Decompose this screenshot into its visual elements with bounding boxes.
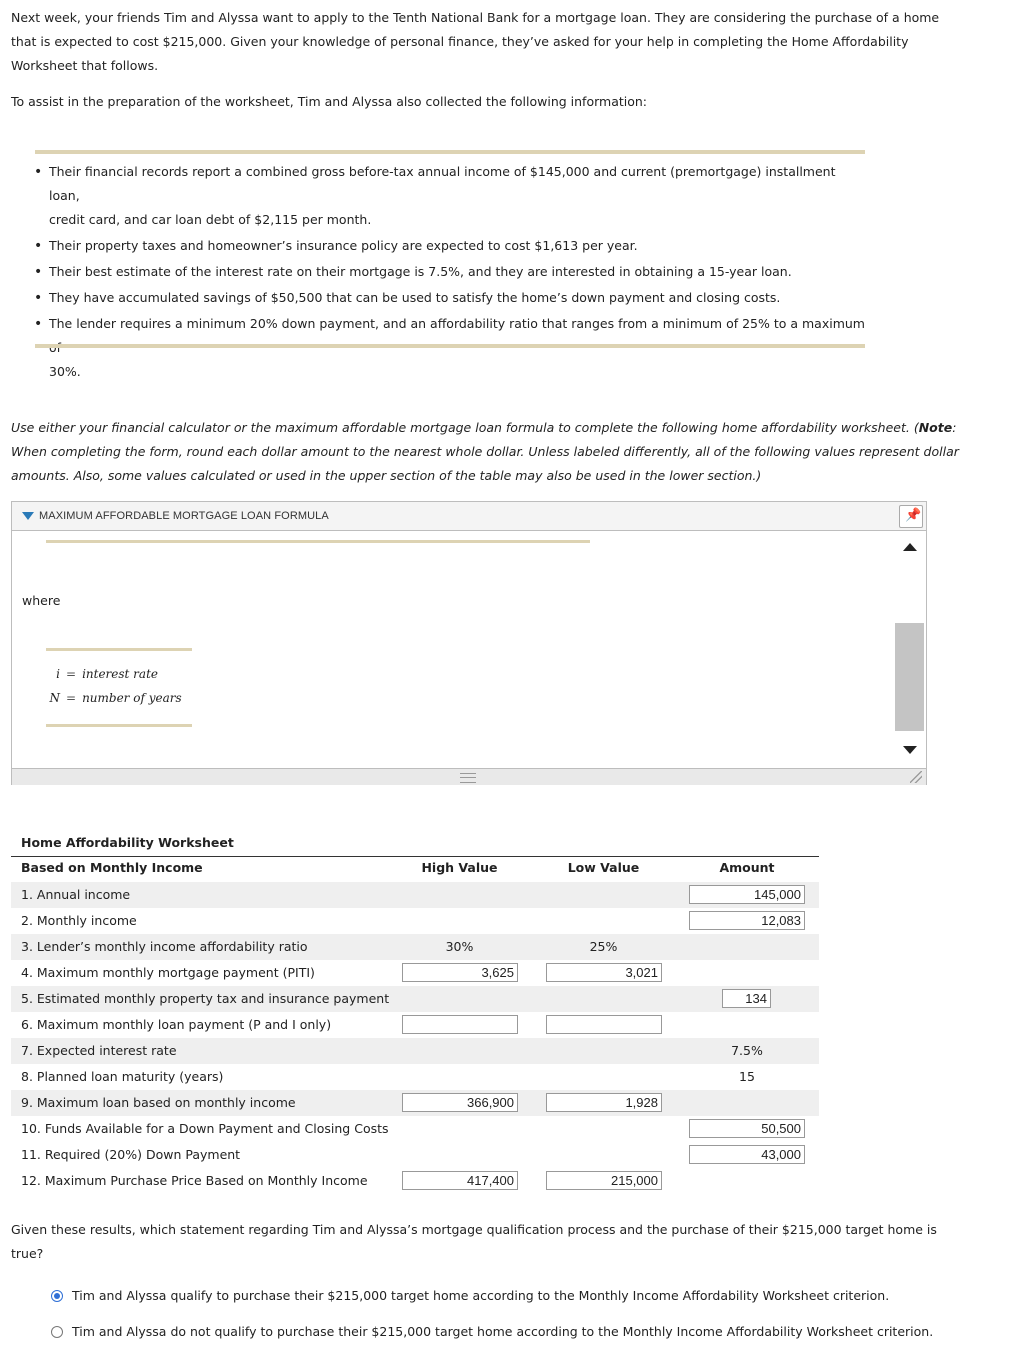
amount-value: 7.5% (731, 1043, 763, 1058)
col-header-high: High Value (421, 860, 498, 875)
info-list (32, 160, 868, 386)
radio-option-not-qualify[interactable] (51, 1326, 63, 1338)
question-text: Given these results, which statement regarding Tim and Alyssa’s mortgage qualification process and the purchase of their $215,000 target home is true? (11, 1222, 937, 1261)
low-value-input[interactable] (546, 1015, 662, 1034)
section-heading: Based on Monthly Income (21, 860, 203, 875)
def-number-of-years: N = number of years (49, 691, 182, 705)
high-value: 30% (445, 939, 474, 954)
option-label[interactable]: Tim and Alyssa qualify to purchase their $215,000 target home according to the Monthly Income Affordability Worksheet criterion. (72, 1288, 890, 1303)
formula-panel-footer (12, 768, 926, 785)
high-value-input[interactable]: 366,900 (402, 1093, 518, 1112)
formula-divider (46, 540, 590, 543)
row-label: 10. Funds Available for a Down Payment and Closing Costs (21, 1121, 389, 1136)
divider (35, 344, 865, 348)
low-value-input[interactable]: 215,000 (546, 1171, 662, 1190)
scroll-up-arrow-icon[interactable] (903, 543, 917, 551)
col-header-amount: Amount (719, 860, 775, 875)
pin-button[interactable] (899, 505, 923, 528)
row-label: 12. Maximum Purchase Price Based on Monthly Income (21, 1173, 368, 1188)
col-header-low: Low Value (567, 860, 640, 875)
scroll-thumb[interactable] (895, 623, 924, 731)
row-label: 2. Monthly income (21, 913, 137, 928)
amount-input[interactable]: 43,000 (689, 1145, 805, 1164)
note-label: Note (918, 420, 953, 435)
table-row (11, 1038, 819, 1064)
low-value-input[interactable]: 3,021 (546, 963, 662, 982)
table-row (11, 934, 819, 960)
formula-panel-header[interactable] (12, 502, 926, 531)
row-label: 9. Maximum loan based on monthly income (21, 1095, 296, 1110)
scrollbar[interactable] (894, 531, 926, 768)
divider (46, 724, 192, 727)
formula-panel (11, 501, 927, 785)
row-label: 8. Planned loan maturity (years) (21, 1069, 224, 1084)
row-label: 5. Estimated monthly property tax and insurance payment (21, 991, 390, 1006)
table-row (11, 1064, 819, 1090)
table-header-rule (11, 856, 819, 857)
intro-line: Worksheet that follows. (11, 58, 159, 73)
def-interest-rate: i = interest rate (56, 667, 158, 681)
row-label: 4. Maximum monthly mortgage payment (PITI) (21, 965, 315, 980)
row-label: 7. Expected interest rate (21, 1043, 177, 1058)
table-row (11, 1168, 819, 1194)
option-label[interactable]: Tim and Alyssa do not qualify to purchase their $215,000 target home according to the Monthly Income Affordability Worksheet criterion. (72, 1324, 934, 1339)
intro-line: Next week, your friends Tim and Alyssa want to apply to the Tenth National Bank for a mortgage loan. They are considering the purchase of a home (11, 10, 940, 25)
scroll-down-arrow-icon[interactable] (903, 746, 917, 754)
row-label: 11. Required (20%) Down Payment (21, 1147, 241, 1162)
divider (46, 648, 192, 651)
amount-input[interactable]: 12,083 (689, 911, 805, 930)
where-label: where (22, 593, 61, 608)
list-item: • The lender requires a minimum 20% down payment, and an affordability ratio that ranges from a minimum of 25% to a maximum 30%. (32, 312, 868, 384)
table-row (11, 986, 819, 1012)
table-row (11, 960, 819, 986)
table-row (11, 1012, 819, 1038)
high-value-input[interactable]: 3,625 (402, 963, 518, 982)
table-row (11, 882, 819, 908)
intro-line: that is expected to cost $215,000. Given your knowledge of personal finance, they’ve asked for your help in completing the Home Affordability (11, 34, 909, 49)
low-value-input[interactable]: 1,928 (546, 1093, 662, 1112)
amount-input[interactable]: 145,000 (689, 885, 805, 904)
drag-grip-icon[interactable] (460, 773, 476, 783)
list-item: • Their property taxes and homeowner’s insurance policy are expected to cost $1,613 per year. (32, 234, 868, 258)
intro-paragraph (11, 6, 941, 78)
row-label: 6. Maximum monthly loan payment (P and I only) (21, 1017, 332, 1032)
divider (35, 150, 865, 154)
instructions: Use either your financial calculator or the maximum affordable mortgage loan formula to complete the following home affordability worksheet. (Note: When completing the form, round each dollar amount to the nearest whole dollar. Unless labeled differently, all of the following values represent dollar amounts. Also, some values calculated or used in the upper section of the table may also be used in the lower section.) (11, 420, 959, 483)
high-value-input[interactable]: 417,400 (402, 1171, 518, 1190)
amount-value: 15 (739, 1069, 755, 1084)
amount-input[interactable]: 134 (722, 989, 771, 1008)
table-row (11, 1142, 819, 1168)
radio-option-qualify[interactable] (51, 1290, 63, 1302)
table-row (11, 908, 819, 934)
worksheet-title: Home Affordability Worksheet (21, 835, 234, 850)
collapse-triangle-icon[interactable] (22, 512, 34, 520)
formula-panel-title: MAXIMUM AFFORDABLE MORTGAGE LOAN FORMULA (39, 510, 329, 522)
table-row (11, 1090, 819, 1116)
info-lead: To assist in the preparation of the worksheet, Tim and Alyssa also collected the following information: (11, 94, 648, 109)
amount-input[interactable]: 50,500 (689, 1119, 805, 1138)
list-item: • Their best estimate of the interest rate on their mortgage is 7.5%, and they are interested in obtaining a 15-year loan. (32, 260, 868, 284)
high-value-input[interactable] (402, 1015, 518, 1034)
list-item: • Their financial records report a combined gross before-tax annual income of $145,000 and current (premortgage) installment loan, credit card, and car loan debt of $2,115 per month. (32, 160, 868, 232)
pushpin-icon: 📌 (905, 508, 922, 523)
list-item: • They have accumulated savings of $50,500 that can be used to satisfy the home’s down payment and closing costs. (32, 286, 868, 310)
table-row (11, 1116, 819, 1142)
row-label: 3. Lender’s monthly income affordability ratio (21, 939, 308, 954)
row-label: 1. Annual income (21, 887, 131, 902)
low-value: 25% (589, 939, 618, 954)
resize-handle-icon[interactable] (910, 771, 922, 783)
